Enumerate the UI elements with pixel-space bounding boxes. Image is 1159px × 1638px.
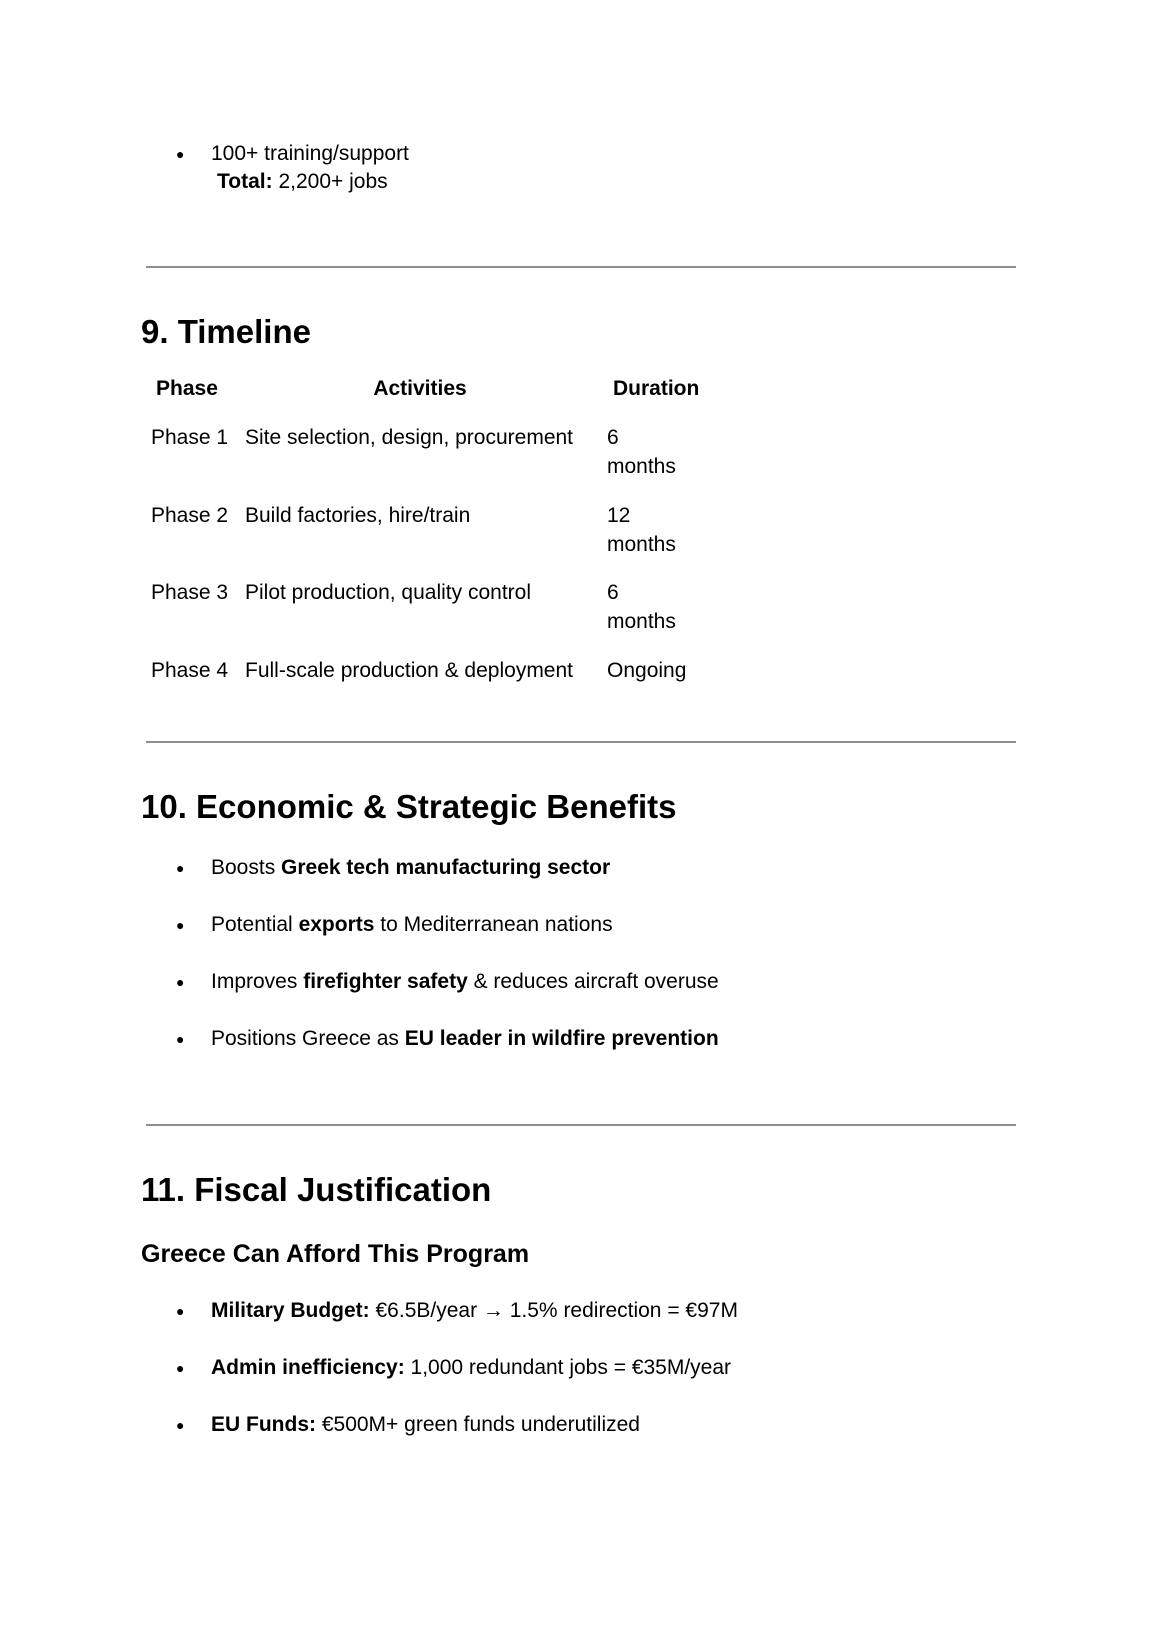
list-bullet: [176, 1411, 184, 1439]
list-item: [211, 1411, 640, 1439]
list-item: [211, 968, 719, 996]
list-item: [211, 854, 610, 882]
table-cell-phase: Phase 2: [151, 504, 229, 527]
list-bullet: [176, 1025, 184, 1053]
list-item: [211, 1297, 738, 1325]
table-cell-activities: Full-scale production & deployment: [245, 659, 574, 682]
total-line: [217, 168, 388, 196]
table-cell-activities: Site selection, design, procurement: [245, 426, 574, 449]
list-item-emphasis: firefighter safety: [303, 970, 468, 993]
section-divider: [146, 266, 1016, 268]
list-item-label: Military Budget:: [211, 1299, 370, 1322]
list-item-emphasis: exports: [298, 913, 375, 936]
list-item-text: Potential: [211, 913, 299, 936]
list-item: [211, 1025, 719, 1053]
list-bullet: [176, 140, 184, 168]
list-item-label: Admin inefficiency:: [211, 1356, 405, 1379]
total-value: 2,200+ jobs: [272, 170, 388, 193]
list-item-text: Boosts: [211, 856, 282, 879]
table-cell-phase: Phase 3: [151, 581, 229, 604]
list-bullet: [176, 1297, 184, 1325]
section-heading-fiscal: 11. Fiscal Justification: [141, 1171, 492, 1208]
list-bullet: [176, 1354, 184, 1382]
table-cell-activities: Pilot production, quality control: [245, 581, 531, 604]
section-heading-timeline: 9. Timeline: [141, 313, 311, 350]
table-header-phase: Phase: [156, 377, 218, 400]
section-heading-benefits: 10. Economic & Strategic Benefits: [141, 788, 677, 825]
list-item-text: & reduces aircraft overuse: [467, 970, 719, 993]
table-cell-phase: Phase 4: [151, 659, 229, 682]
table-header-activities: Activities: [373, 377, 467, 400]
list-item: [211, 911, 613, 939]
table-cell-duration: 6 months: [607, 581, 676, 633]
list-item: [211, 1354, 731, 1382]
list-item-text: €500M+ green funds underutilized: [316, 1413, 640, 1436]
list-item-text: Improves: [211, 970, 304, 993]
table-header-duration: Duration: [613, 377, 700, 400]
list-item-text: to Mediterranean nations: [374, 913, 613, 936]
list-item-label: EU Funds:: [211, 1413, 316, 1436]
list-item-text: 1,000 redundant jobs = €35M/year: [404, 1356, 732, 1379]
table-cell-duration: Ongoing: [607, 659, 687, 682]
list-item-text: 100+ training/support: [211, 142, 409, 165]
list-item-text: €6.5B/year → 1.5% redirection = €97M: [369, 1299, 738, 1322]
list-item: [211, 140, 409, 168]
list-item-emphasis: EU leader in wildfire prevention: [404, 1027, 719, 1050]
table-cell-duration: 6 months: [607, 426, 676, 478]
table-cell-duration: 12 months: [607, 504, 676, 556]
total-label: Total:: [217, 170, 273, 193]
table-cell-phase: Phase 1: [151, 426, 229, 449]
subsection-heading: Greece Can Afford This Program: [141, 1240, 530, 1268]
list-item-text: Positions Greece as: [211, 1027, 405, 1050]
list-item-emphasis: Greek tech manufacturing sector: [281, 856, 611, 879]
list-bullet: [176, 854, 184, 882]
list-bullet: [176, 968, 184, 996]
table-cell-activities: Build factories, hire/train: [245, 504, 471, 527]
section-divider: [146, 741, 1016, 743]
list-bullet: [176, 911, 184, 939]
section-divider: [146, 1124, 1016, 1126]
